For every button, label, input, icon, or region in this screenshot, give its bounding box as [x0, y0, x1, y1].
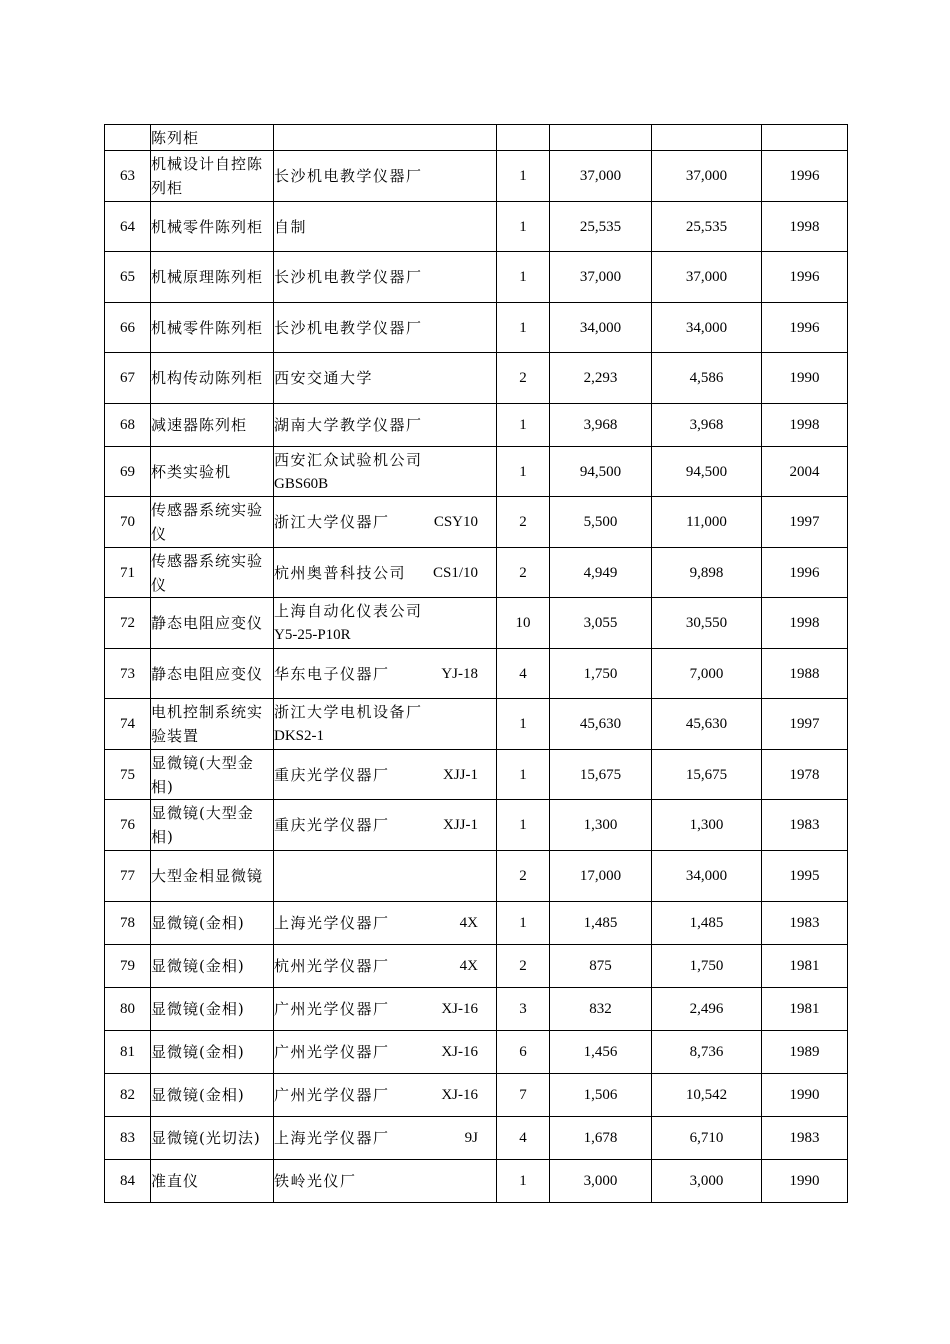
cell-total-price: 1,750: [652, 945, 762, 988]
maker-name: 广州光学仪器厂: [274, 1043, 390, 1061]
cell-unit-price: 1,456: [550, 1031, 652, 1074]
cell-maker: [274, 353, 497, 404]
cell-number: 65: [105, 252, 151, 303]
cell-number: 67: [105, 353, 151, 404]
cell-name: 准直仪: [151, 1160, 274, 1203]
cell-number: 82: [105, 1074, 151, 1117]
cell-unit-price: 3,055: [550, 598, 652, 649]
cell-quantity: 1: [497, 252, 550, 303]
maker-name: 浙江大学电机设备厂: [274, 703, 423, 721]
maker-name: 铁岭光仪厂: [274, 1172, 357, 1190]
cell-unit-price: [550, 125, 652, 151]
cell-unit-price: 17,000: [550, 851, 652, 902]
cell-maker: [274, 851, 497, 902]
cell-unit-price: 5,500: [550, 497, 652, 548]
cell-year: 1988: [762, 649, 848, 699]
maker-name: 上海自动化仪表公司: [274, 602, 423, 620]
cell-unit-price: 1,678: [550, 1117, 652, 1160]
cell-unit-price: 25,535: [550, 202, 652, 252]
maker-model: CS1/10: [432, 564, 478, 581]
cell-unit-price: 4,949: [550, 548, 652, 598]
cell-maker: [274, 548, 497, 598]
cell-year: 1990: [762, 1074, 848, 1117]
cell-name: 显微镜(金相): [151, 1074, 274, 1117]
cell-total-price: 37,000: [652, 252, 762, 303]
cell-total-price: 30,550: [652, 598, 762, 649]
cell-total-price: 37,000: [652, 151, 762, 202]
maker-model: Y5-25-P10R: [274, 627, 351, 643]
cell-unit-price: 37,000: [550, 252, 652, 303]
maker-name: 杭州奥普科技公司: [274, 563, 407, 582]
cell-number: 69: [105, 447, 151, 497]
table-row: [105, 902, 848, 945]
cell-year: [762, 125, 848, 151]
cell-maker: [274, 800, 497, 851]
maker-model: 4X: [459, 958, 478, 974]
cell-number: 73: [105, 649, 151, 699]
cell-number: 72: [105, 598, 151, 649]
cell-total-price: 10,542: [652, 1074, 762, 1117]
table-row: [105, 125, 848, 151]
cell-name: 电机控制系统实验装置: [151, 699, 274, 750]
cell-maker: [274, 1074, 497, 1117]
maker-model: DKS2-1: [274, 728, 325, 744]
cell-quantity: 1: [497, 800, 550, 851]
maker-name: 长沙机电教学仪器厂: [274, 167, 423, 185]
cell-quantity: 6: [497, 1031, 550, 1074]
cell-maker: [274, 945, 497, 988]
cell-total-price: 1,485: [652, 902, 762, 945]
cell-number: 75: [105, 750, 151, 800]
cell-number: 70: [105, 497, 151, 548]
cell-total-price: 6,710: [652, 1117, 762, 1160]
cell-number: 71: [105, 548, 151, 598]
maker-model: XJJ-1: [442, 817, 478, 833]
cell-quantity: 1: [497, 902, 550, 945]
cell-unit-price: 1,300: [550, 800, 652, 851]
maker-model: 4X: [459, 915, 478, 931]
maker-name: 浙江大学仪器厂: [274, 513, 390, 531]
table-row: [105, 699, 848, 750]
cell-total-price: 34,000: [652, 303, 762, 353]
cell-maker: [274, 649, 497, 699]
cell-maker: [274, 1160, 497, 1203]
cell-maker: [274, 988, 497, 1031]
cell-unit-price: 34,000: [550, 303, 652, 353]
cell-maker: [274, 303, 497, 353]
cell-total-price: 4,586: [652, 353, 762, 404]
table-row: [105, 1074, 848, 1117]
table-row: [105, 497, 848, 548]
maker-name: 广州光学仪器厂: [274, 1000, 390, 1018]
maker-model: XJJ-1: [442, 766, 478, 783]
cell-name: 杯类实验机: [151, 447, 274, 497]
cell-name: 静态电阻应变仪: [151, 598, 274, 649]
cell-maker: [274, 125, 497, 151]
cell-total-price: 2,496: [652, 988, 762, 1031]
cell-total-price: 1,300: [652, 800, 762, 851]
cell-name: 显微镜(金相): [151, 945, 274, 988]
cell-name: 机械零件陈列柜: [151, 202, 274, 252]
cell-maker: [274, 151, 497, 202]
cell-name: 传感器系统实验仪: [151, 548, 274, 598]
maker-model: YJ-18: [441, 665, 478, 682]
maker-name: 西安汇众试验机公司: [274, 450, 423, 469]
cell-maker: [274, 202, 497, 252]
maker-name: 上海光学仪器厂: [274, 914, 390, 932]
cell-year: 1998: [762, 404, 848, 447]
cell-quantity: 1: [497, 151, 550, 202]
cell-unit-price: 37,000: [550, 151, 652, 202]
cell-maker: [274, 1031, 497, 1074]
cell-year: 1990: [762, 353, 848, 404]
cell-unit-price: 1,750: [550, 649, 652, 699]
cell-unit-price: 15,675: [550, 750, 652, 800]
table-row: [105, 447, 848, 497]
cell-total-price: 3,968: [652, 404, 762, 447]
cell-year: 1981: [762, 988, 848, 1031]
cell-unit-price: 3,968: [550, 404, 652, 447]
maker-name: 上海光学仪器厂: [274, 1129, 390, 1147]
cell-name: 大型金相显微镜: [151, 851, 274, 902]
cell-maker: [274, 699, 497, 750]
cell-maker: [274, 598, 497, 649]
table-row: [105, 303, 848, 353]
cell-year: 1997: [762, 497, 848, 548]
cell-year: 1998: [762, 202, 848, 252]
cell-unit-price: 1,485: [550, 902, 652, 945]
cell-quantity: 2: [497, 851, 550, 902]
cell-year: 1981: [762, 945, 848, 988]
cell-number: 81: [105, 1031, 151, 1074]
table-row: [105, 1160, 848, 1203]
cell-quantity: 1: [497, 750, 550, 800]
cell-quantity: 3: [497, 988, 550, 1031]
cell-year: 1995: [762, 851, 848, 902]
table-row: [105, 353, 848, 404]
maker-model: 9J: [464, 1130, 478, 1146]
table-row: [105, 750, 848, 800]
cell-total-price: 9,898: [652, 548, 762, 598]
cell-maker: [274, 1117, 497, 1160]
cell-name: 减速器陈列柜: [151, 404, 274, 447]
cell-year: 1983: [762, 1117, 848, 1160]
maker-model: XJ-16: [441, 1044, 478, 1060]
cell-total-price: 7,000: [652, 649, 762, 699]
table-row: [105, 202, 848, 252]
cell-year: 2004: [762, 447, 848, 497]
equipment-table-body: [105, 125, 848, 1203]
cell-maker: [274, 750, 497, 800]
cell-quantity: 1: [497, 699, 550, 750]
cell-number: 79: [105, 945, 151, 988]
cell-maker: [274, 447, 497, 497]
cell-quantity: 2: [497, 945, 550, 988]
cell-quantity: 7: [497, 1074, 550, 1117]
cell-unit-price: 94,500: [550, 447, 652, 497]
cell-year: 1998: [762, 598, 848, 649]
cell-name: 陈列柜: [151, 125, 274, 151]
cell-number: 84: [105, 1160, 151, 1203]
cell-total-price: 3,000: [652, 1160, 762, 1203]
cell-name: 机械设计自控陈列柜: [151, 151, 274, 202]
cell-year: 1996: [762, 252, 848, 303]
maker-name: 杭州光学仪器厂: [274, 957, 390, 975]
maker-name: 重庆光学仪器厂: [274, 765, 390, 784]
maker-name: 广州光学仪器厂: [274, 1086, 390, 1104]
cell-total-price: 11,000: [652, 497, 762, 548]
cell-year: 1989: [762, 1031, 848, 1074]
cell-unit-price: 2,293: [550, 353, 652, 404]
cell-year: 1996: [762, 548, 848, 598]
cell-quantity: 4: [497, 649, 550, 699]
table-row: [105, 649, 848, 699]
cell-number: [105, 125, 151, 151]
equipment-table: [104, 124, 848, 1203]
cell-unit-price: 875: [550, 945, 652, 988]
table-row: [105, 1117, 848, 1160]
cell-unit-price: 832: [550, 988, 652, 1031]
cell-quantity: 1: [497, 303, 550, 353]
cell-unit-price: 45,630: [550, 699, 652, 750]
cell-quantity: 1: [497, 202, 550, 252]
table-row: [105, 851, 848, 902]
maker-name: 长沙机电教学仪器厂: [274, 268, 423, 286]
cell-quantity: 2: [497, 548, 550, 598]
cell-quantity: 2: [497, 497, 550, 548]
cell-year: 1997: [762, 699, 848, 750]
cell-name: 显微镜(大型金相): [151, 750, 274, 800]
cell-number: 74: [105, 699, 151, 750]
cell-maker: [274, 252, 497, 303]
cell-year: 1996: [762, 303, 848, 353]
cell-total-price: 25,535: [652, 202, 762, 252]
cell-number: 63: [105, 151, 151, 202]
table-row: [105, 151, 848, 202]
cell-quantity: 1: [497, 404, 550, 447]
table-row: [105, 800, 848, 851]
maker-name: 湖南大学教学仪器厂: [274, 416, 423, 434]
cell-year: 1990: [762, 1160, 848, 1203]
cell-year: 1978: [762, 750, 848, 800]
cell-unit-price: 1,506: [550, 1074, 652, 1117]
cell-total-price: 8,736: [652, 1031, 762, 1074]
maker-model: GBS60B: [274, 475, 329, 492]
table-row: [105, 1031, 848, 1074]
cell-quantity: 1: [497, 1160, 550, 1203]
maker-model: CSY10: [433, 514, 478, 530]
table-row: [105, 252, 848, 303]
cell-maker: [274, 497, 497, 548]
maker-name: 重庆光学仪器厂: [274, 816, 390, 834]
maker-name: 自制: [274, 217, 308, 236]
cell-number: 76: [105, 800, 151, 851]
cell-quantity: [497, 125, 550, 151]
cell-maker: [274, 902, 497, 945]
cell-year: 1983: [762, 800, 848, 851]
cell-quantity: 2: [497, 353, 550, 404]
cell-number: 64: [105, 202, 151, 252]
cell-number: 66: [105, 303, 151, 353]
cell-number: 80: [105, 988, 151, 1031]
cell-name: 显微镜(大型金相): [151, 800, 274, 851]
cell-number: 78: [105, 902, 151, 945]
cell-name: 传感器系统实验仪: [151, 497, 274, 548]
maker-name: 西安交通大学: [274, 369, 374, 387]
cell-total-price: 15,675: [652, 750, 762, 800]
cell-name: 机械零件陈列柜: [151, 303, 274, 353]
cell-year: 1983: [762, 902, 848, 945]
maker-model: XJ-16: [441, 1001, 478, 1017]
maker-model: XJ-16: [441, 1087, 478, 1103]
cell-number: 83: [105, 1117, 151, 1160]
cell-year: 1996: [762, 151, 848, 202]
cell-name: 显微镜(金相): [151, 1031, 274, 1074]
maker-name: 长沙机电教学仪器厂: [274, 318, 423, 337]
cell-quantity: 1: [497, 447, 550, 497]
cell-name: 显微镜(金相): [151, 902, 274, 945]
cell-name: 静态电阻应变仪: [151, 649, 274, 699]
cell-quantity: 4: [497, 1117, 550, 1160]
table-row: [105, 945, 848, 988]
cell-name: 显微镜(金相): [151, 988, 274, 1031]
table-row: [105, 404, 848, 447]
table-row: [105, 598, 848, 649]
cell-quantity: 10: [497, 598, 550, 649]
table-row: [105, 988, 848, 1031]
cell-total-price: 34,000: [652, 851, 762, 902]
cell-name: 机械原理陈列柜: [151, 252, 274, 303]
cell-name: 机构传动陈列柜: [151, 353, 274, 404]
maker-name: 华东电子仪器厂: [274, 664, 390, 683]
cell-total-price: 94,500: [652, 447, 762, 497]
cell-unit-price: 3,000: [550, 1160, 652, 1203]
table-row: [105, 548, 848, 598]
cell-maker: [274, 404, 497, 447]
cell-number: 77: [105, 851, 151, 902]
cell-total-price: 45,630: [652, 699, 762, 750]
cell-total-price: [652, 125, 762, 151]
cell-number: 68: [105, 404, 151, 447]
cell-name: 显微镜(光切法): [151, 1117, 274, 1160]
